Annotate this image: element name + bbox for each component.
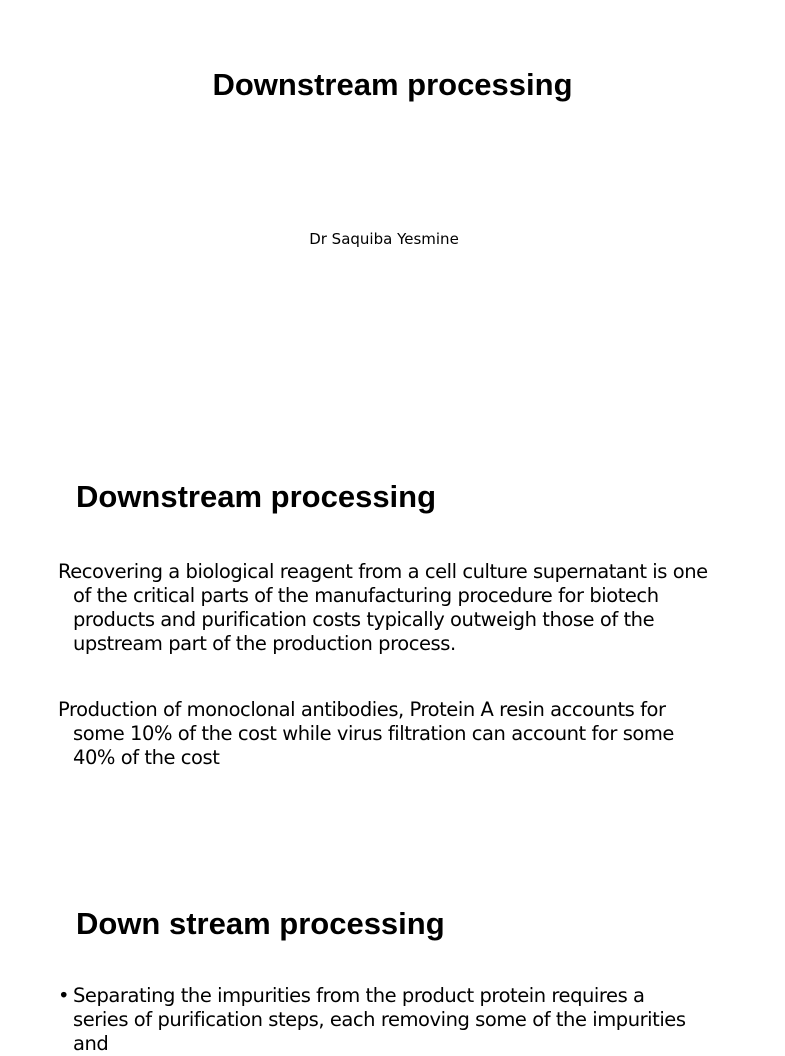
paragraph-monoclonal-antibodies: Production of monoclonal antibodies, Protein A resin accounts for some 10% of the cost while virus filtration can account for some 40% of the cost [58,698,674,769]
slide-heading: Down stream processing [76,906,445,941]
content-slide-down-stream-processing [0,860,768,1055]
list-item [58,984,698,1056]
bullet-list [58,984,698,1056]
author-name: Dr Saquiba Yesmine [309,230,459,248]
title-slide [0,0,768,430]
bullet-text: Separating the impurities from the product protein requires a series of purification steps, each removing some of the impurities and [73,984,686,1055]
content-slide-downstream-processing [0,430,768,860]
paragraph-recovery-costs: Recovering a biological reagent from a cell culture supernatant is one of the critical parts of the manufacturing procedure for biotech products and purification costs typically outweigh those of the upstream part of the production process. [58,560,708,655]
slide-heading: Downstream processing [76,479,437,514]
presentation-title: Downstream processing [212,67,573,102]
bullet-icon: • [58,984,70,1007]
